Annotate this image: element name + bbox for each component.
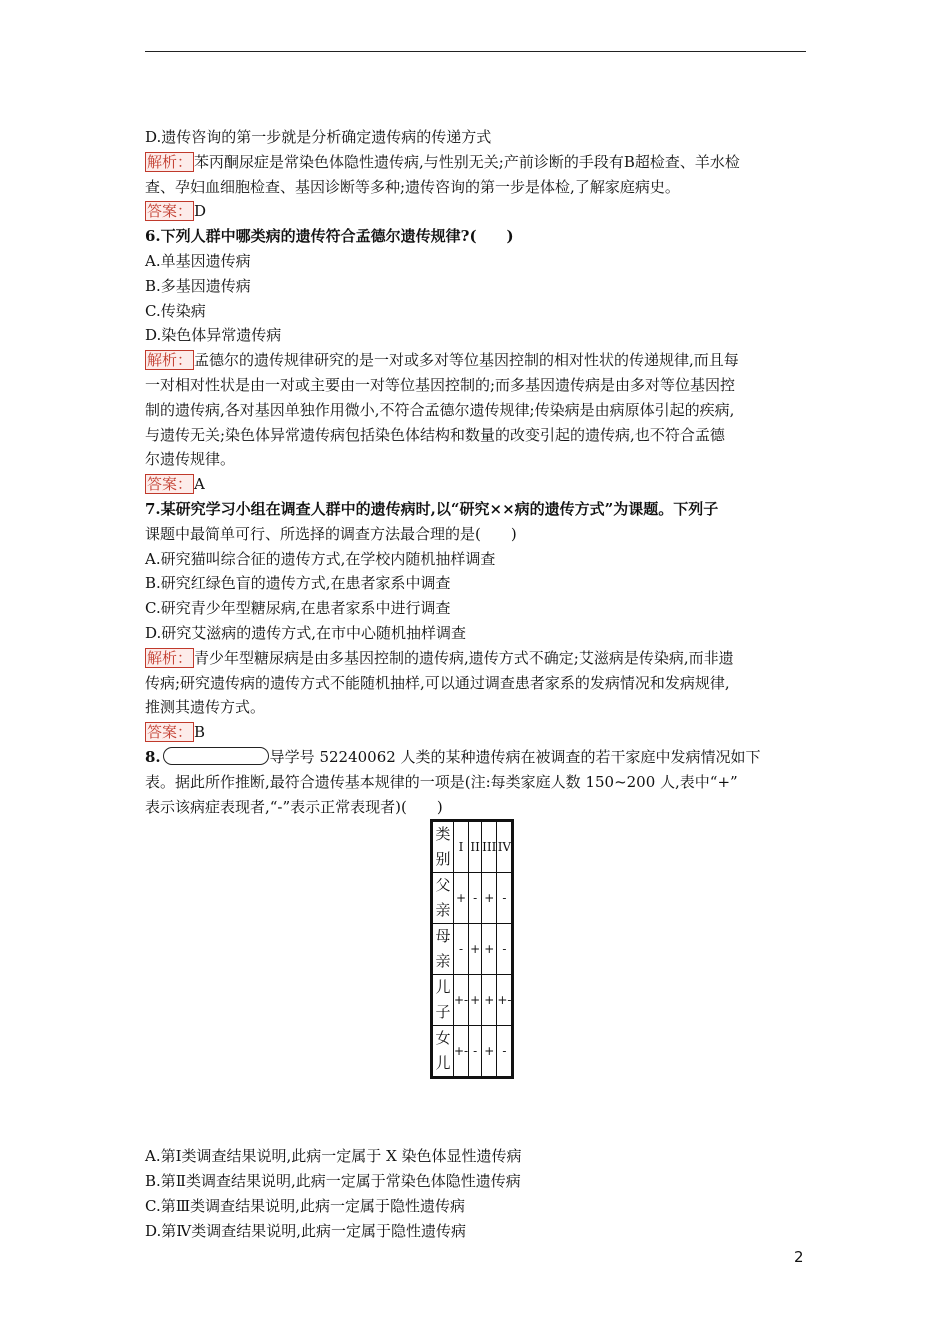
q8-option-c: C.第Ⅲ类调查结果说明,此病一定属于隐性遗传病 bbox=[145, 1196, 465, 1215]
q5-option-d: D.遗传咨询的第一步就是分析确定遗传病的传递方式 bbox=[145, 128, 492, 146]
table-cell: + bbox=[482, 975, 497, 1026]
q6-stem: 6.下列人群中哪类病的遗传符合孟德尔遗传规律?( ) bbox=[145, 227, 514, 246]
q5-analysis-line-1: 解析： 苯丙酮尿症是常染色体隐性遗传病,与性别无关;产前诊断的手段有B超检查、羊水检 bbox=[147, 152, 740, 171]
page-content bbox=[145, 125, 815, 1244]
q8-option-d: D.第Ⅳ类调查结果说明,此病一定属于隐性遗传病 bbox=[145, 1221, 467, 1240]
answer-label: 答案： bbox=[147, 202, 193, 221]
table-row bbox=[432, 1026, 513, 1078]
q8-number: 8. bbox=[145, 747, 161, 766]
answer-label: 答案： bbox=[147, 723, 193, 742]
table-cell: - bbox=[497, 873, 513, 924]
q7-analysis-line-2: 传病;研究遗传病的遗传方式不能随机抽样,可以通过调查患者家系的发病情况和发病规律, bbox=[145, 673, 730, 692]
table-row bbox=[432, 975, 513, 1026]
table-row bbox=[432, 873, 513, 924]
q7-option-a: A.研究猫叫综合征的遗传方式,在学校内随机抽样调查 bbox=[145, 549, 496, 568]
row-label: 父亲 bbox=[432, 873, 454, 924]
row-label: 女儿 bbox=[432, 1026, 454, 1078]
q5-analysis-line-2: 查、孕妇血细胞检查、基因诊断等多种;遗传咨询的第一步是体检,了解家庭病史。 bbox=[145, 177, 680, 196]
analysis-label: 解析： bbox=[147, 152, 193, 171]
guide-number-badge bbox=[163, 747, 269, 765]
q8-option-b: B.第Ⅱ类调查结果说明,此病一定属于常染色体隐性遗传病 bbox=[145, 1172, 521, 1191]
q7-stem-line-2: 课题中最简单可行、所选择的调查方法最合理的是( ) bbox=[145, 524, 517, 543]
q6-option-a: A.单基因遗传病 bbox=[145, 251, 251, 270]
header-rule bbox=[145, 51, 806, 52]
q7-option-c: C.研究青少年型糖尿病,在患者家系中进行调查 bbox=[145, 599, 451, 618]
q8-stem-line-1: 8. 导学号 52240062 人类的某种遗传病在被调查的若干家庭中发病情况如下 bbox=[145, 747, 761, 766]
q7-stem-line-1: 7.某研究学习小组在调查人群中的遗传病时,以“研究××病的遗传方式”为课题。下列子 bbox=[145, 499, 719, 518]
q7-option-b: B.研究红绿色盲的遗传方式,在患者家系中调查 bbox=[145, 574, 451, 593]
q7-answer bbox=[145, 720, 815, 745]
table-cell: - bbox=[469, 1026, 482, 1078]
table-cell: + bbox=[482, 924, 497, 975]
table-cell: + bbox=[469, 975, 482, 1026]
table-header-row bbox=[432, 821, 513, 873]
q8-option-a: A.第Ⅰ类调查结果说明,此病一定属于 X 染色体显性遗传病 bbox=[145, 1147, 522, 1166]
table-cell: - bbox=[454, 924, 469, 975]
q6-option-c: C.传染病 bbox=[145, 301, 206, 320]
analysis-label: 解析： bbox=[147, 351, 193, 370]
q6-analysis-line-1: 解析： 孟德尔的遗传规律研究的是一对或多对等位基因控制的相对性状的传递规律,而且每 bbox=[147, 351, 739, 370]
q7-analysis-line-3: 推测其遗传方式。 bbox=[145, 698, 266, 717]
table-cell: - bbox=[497, 1026, 513, 1078]
q6-analysis-line-5: 尔遗传规律。 bbox=[145, 450, 236, 469]
row-label: 儿子 bbox=[432, 975, 454, 1026]
q8-stem-line-3: 表示该病症表现者,“-”表示正常表现者)( ) bbox=[145, 797, 443, 816]
answer-label: 答案： bbox=[147, 475, 193, 494]
table-header-category: 类别 bbox=[432, 821, 454, 873]
table-cell: + bbox=[454, 873, 469, 924]
table-cell: +- bbox=[454, 1026, 469, 1078]
answer-value: B bbox=[194, 723, 206, 742]
q6-analysis-line-3: 制的遗传病,各对基因单独作用微小,不符合孟德尔遗传规律;传染病是由病原体引起的疾病, bbox=[145, 400, 735, 419]
table-header-col: III bbox=[482, 821, 497, 873]
answer-value: A bbox=[194, 475, 205, 494]
table-header-col: IV bbox=[497, 821, 513, 873]
table-cell: + bbox=[469, 924, 482, 975]
table-cell: - bbox=[469, 873, 482, 924]
pedigree-table bbox=[430, 819, 514, 1079]
table-header-col: II bbox=[469, 821, 482, 873]
table-cell: + bbox=[482, 873, 497, 924]
table-cell: +- bbox=[454, 975, 469, 1026]
q6-option-d: D.染色体异常遗传病 bbox=[145, 326, 282, 345]
q6-option-b: B.多基因遗传病 bbox=[145, 276, 251, 295]
q6-analysis-line-4: 与遗传无关;染色体异常遗传病包括染色体结构和数量的改变引起的遗传病,也不符合孟德 bbox=[145, 425, 725, 444]
q5-answer bbox=[145, 199, 815, 224]
pedigree-table-wrapper bbox=[145, 819, 815, 1131]
q8-stem-line-2: 表。据此所作推断,最符合遗传基本规律的一项是(注:每类家庭人数 150~200 人,表中“+” bbox=[145, 772, 738, 791]
table-cell: + bbox=[482, 1026, 497, 1078]
table-header-col: I bbox=[454, 821, 469, 873]
page-number: 2 bbox=[794, 1248, 804, 1266]
q6-answer bbox=[145, 472, 815, 497]
analysis-label: 解析： bbox=[147, 648, 193, 667]
row-label: 母亲 bbox=[432, 924, 454, 975]
q7-option-d: D.研究艾滋病的遗传方式,在市中心随机抽样调查 bbox=[145, 623, 467, 642]
table-cell: +- bbox=[497, 975, 513, 1026]
q8-options bbox=[145, 1144, 815, 1243]
q6-analysis-line-2: 一对相对性状是由一对或主要由一对等位基因控制的;而多基因遗传病是由多对等位基因控 bbox=[145, 375, 736, 394]
table-cell: - bbox=[497, 924, 513, 975]
table-row bbox=[432, 924, 513, 975]
answer-value: D bbox=[194, 202, 207, 221]
q7-analysis-line-1: 解析： 青少年型糖尿病是由多基因控制的遗传病,遗传方式不确定;艾滋病是传染病,而非遗 bbox=[147, 648, 734, 667]
